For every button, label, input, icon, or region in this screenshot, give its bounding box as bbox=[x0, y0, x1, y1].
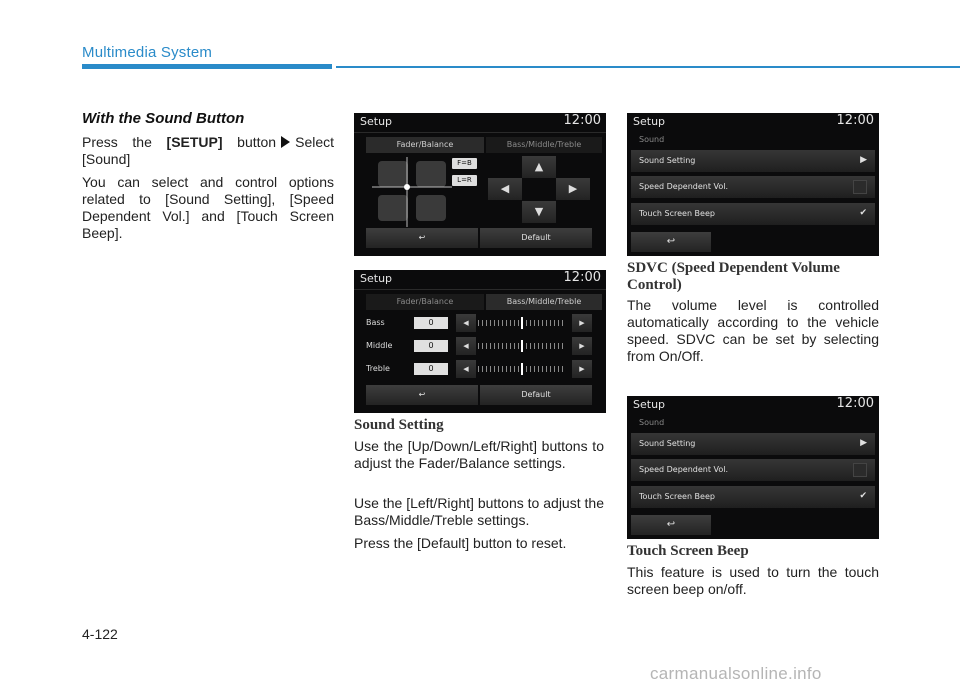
slider-tick bbox=[502, 343, 503, 349]
slider-tick bbox=[534, 366, 535, 372]
slider-tick bbox=[478, 343, 479, 349]
bass-right-button[interactable]: ▶ bbox=[572, 314, 592, 332]
slider-thumb[interactable] bbox=[521, 340, 523, 352]
slider-tick bbox=[514, 320, 515, 326]
slider-tick bbox=[482, 366, 483, 372]
slider-tick bbox=[498, 343, 499, 349]
slider-tick bbox=[558, 366, 559, 372]
eq-value-bass: 0 bbox=[414, 317, 448, 329]
slider-tick bbox=[514, 366, 515, 372]
slider-tick bbox=[494, 343, 495, 349]
intro-p1-after: Select [Sound] bbox=[82, 134, 335, 167]
middle-slider-track[interactable] bbox=[478, 340, 566, 352]
speed-vol-label: Speed Dependent Vol. bbox=[639, 465, 729, 474]
checkmark-icon: ✔ bbox=[859, 208, 867, 218]
tab-fader-balance[interactable]: Fader/Balance bbox=[366, 137, 484, 153]
slider-tick bbox=[486, 366, 487, 372]
slider-tick bbox=[554, 320, 555, 326]
slider-tick bbox=[510, 366, 511, 372]
middle-left-button[interactable]: ◀ bbox=[456, 337, 476, 355]
sdvc-heading: SDVC (Speed Dependent Volume Control) bbox=[627, 260, 840, 293]
chevron-right-icon: ▶ bbox=[860, 438, 867, 448]
watermark: carmanualsonline.info bbox=[650, 664, 822, 683]
sound-setting-paragraph-3: Press the [Default] button to reset. bbox=[354, 535, 567, 551]
setup-key-label: [SETUP] bbox=[166, 134, 223, 150]
left-button[interactable]: ◀ bbox=[488, 178, 522, 200]
play-arrow-icon bbox=[281, 136, 290, 148]
slider-tick bbox=[538, 320, 539, 326]
screen-tabs bbox=[366, 137, 602, 153]
intro-p1-before: Press the bbox=[82, 134, 152, 150]
treble-right-button[interactable]: ▶ bbox=[572, 360, 592, 378]
sound-setting-heading: Sound Setting bbox=[354, 417, 444, 433]
slider-tick bbox=[502, 366, 503, 372]
slider-tick bbox=[554, 366, 555, 372]
speed-vol-row[interactable] bbox=[631, 459, 875, 481]
page-number: 4-122 bbox=[82, 626, 118, 642]
slider-tick bbox=[538, 343, 539, 349]
sound-setting-label: Sound Setting bbox=[639, 156, 696, 165]
sound-subtitle: Sound bbox=[639, 418, 665, 427]
slider-tick bbox=[510, 343, 511, 349]
slider-tick bbox=[518, 320, 519, 326]
intro-paragraph-1 bbox=[82, 134, 334, 168]
sound-subtitle: Sound bbox=[639, 135, 665, 144]
slider-tick bbox=[490, 366, 491, 372]
slider-tick bbox=[542, 366, 543, 372]
screen-title: Setup bbox=[633, 398, 666, 411]
slider-tick bbox=[542, 343, 543, 349]
sound-setting-row[interactable] bbox=[631, 150, 875, 172]
slider-tick bbox=[526, 366, 527, 372]
screen-status-bar bbox=[627, 113, 879, 133]
slider-tick bbox=[514, 343, 515, 349]
default-button[interactable]: Default bbox=[480, 228, 592, 248]
eq-value-treble: 0 bbox=[414, 363, 448, 375]
treble-slider-track[interactable] bbox=[478, 363, 566, 375]
screen-title: Setup bbox=[633, 115, 666, 128]
eq-label-treble: Treble bbox=[366, 364, 390, 373]
treble-left-button[interactable]: ◀ bbox=[456, 360, 476, 378]
fb-chip: F=B bbox=[452, 158, 477, 169]
screen-clock: 12:00 bbox=[836, 396, 874, 411]
slider-tick bbox=[534, 320, 535, 326]
right-button[interactable]: ▶ bbox=[556, 178, 590, 200]
tab-bass-middle-treble[interactable]: Bass/Middle/Treble bbox=[486, 294, 602, 310]
screen-clock: 12:00 bbox=[836, 113, 874, 128]
slider-tick bbox=[530, 366, 531, 372]
slider-tick bbox=[486, 343, 487, 349]
screen-sound-list-beep bbox=[627, 396, 879, 539]
back-button[interactable] bbox=[631, 515, 711, 535]
back-arrow-icon: ↩ bbox=[666, 236, 676, 247]
slider-tick bbox=[546, 343, 547, 349]
lr-chip: L=R bbox=[452, 175, 477, 186]
slider-tick bbox=[506, 320, 507, 326]
slider-tick bbox=[498, 320, 499, 326]
speed-vol-row[interactable] bbox=[631, 176, 875, 198]
slider-tick bbox=[562, 320, 563, 326]
slider-tick bbox=[550, 320, 551, 326]
screen-bass-middle-treble bbox=[354, 270, 606, 413]
slider-thumb[interactable] bbox=[521, 363, 523, 375]
checkmark-icon: ✔ bbox=[859, 491, 867, 501]
slider-tick bbox=[482, 320, 483, 326]
tab-bass-middle-treble[interactable]: Bass/Middle/Treble bbox=[486, 137, 602, 153]
sdvc-paragraph: The volume level is controlled automatically according to the vehicle speed. SDVC can be set by selecting from On/Off. bbox=[627, 297, 879, 364]
touch-beep-row[interactable] bbox=[631, 486, 875, 508]
slider-tick bbox=[486, 320, 487, 326]
back-arrow-icon: ↩ bbox=[418, 233, 426, 242]
intro-p1-mid: button bbox=[237, 134, 277, 150]
screen-status-bar bbox=[354, 270, 606, 290]
speed-vol-label: Speed Dependent Vol. bbox=[639, 182, 729, 191]
slider-tick bbox=[562, 366, 563, 372]
bass-slider-track[interactable] bbox=[478, 317, 566, 329]
slider-tick bbox=[518, 343, 519, 349]
screen-tabs bbox=[366, 294, 602, 310]
section-header-title: Multimedia System bbox=[82, 44, 213, 61]
chevron-right-icon: ▶ bbox=[860, 155, 867, 165]
slider-tick bbox=[550, 343, 551, 349]
slider-tick bbox=[546, 366, 547, 372]
sound-setting-paragraph-1: Use the [Up/Down/Left/Right] buttons to adjust the Fader/Balance settings. bbox=[354, 438, 604, 471]
speed-vol-checkbox[interactable] bbox=[853, 463, 867, 477]
slider-tick bbox=[490, 320, 491, 326]
bass-left-button[interactable]: ◀ bbox=[456, 314, 476, 332]
slider-tick bbox=[558, 320, 559, 326]
intro-heading: With the Sound Button bbox=[82, 110, 245, 127]
slider-tick bbox=[518, 366, 519, 372]
touch-beep-row[interactable] bbox=[631, 203, 875, 225]
slider-tick bbox=[534, 343, 535, 349]
touch-beep-label: Touch Screen Beep bbox=[639, 209, 715, 218]
intro-column bbox=[82, 110, 334, 248]
intro-paragraph-2: You can select and control options related to [Sound Setting], [Speed Dependent Vol.] and [Touch Screen Beep]. bbox=[82, 174, 334, 241]
back-button[interactable] bbox=[366, 228, 478, 248]
screen-status-bar bbox=[627, 396, 879, 416]
slider-thumb[interactable] bbox=[521, 317, 523, 329]
slider-tick bbox=[482, 343, 483, 349]
back-arrow-icon: ↩ bbox=[666, 519, 676, 530]
header-rule-thin bbox=[336, 66, 960, 68]
screen-title: Setup bbox=[360, 115, 393, 128]
slider-tick bbox=[530, 343, 531, 349]
up-button[interactable]: ▲ bbox=[522, 156, 556, 178]
slider-tick bbox=[562, 343, 563, 349]
slider-tick bbox=[478, 366, 479, 372]
slider-tick bbox=[558, 343, 559, 349]
slider-tick bbox=[538, 366, 539, 372]
middle-right-button[interactable]: ▶ bbox=[572, 337, 592, 355]
screen-clock: 12:00 bbox=[563, 113, 601, 128]
slider-tick bbox=[506, 366, 507, 372]
slider-tick bbox=[510, 320, 511, 326]
touch-beep-label: Touch Screen Beep bbox=[639, 492, 715, 501]
car-seat-diagram bbox=[372, 157, 452, 227]
slider-tick bbox=[494, 320, 495, 326]
eq-value-middle: 0 bbox=[414, 340, 448, 352]
screen-sound-list-sdvc bbox=[627, 113, 879, 256]
slider-tick bbox=[494, 366, 495, 372]
speed-vol-checkbox[interactable] bbox=[853, 180, 867, 194]
slider-tick bbox=[542, 320, 543, 326]
back-button[interactable] bbox=[366, 385, 478, 405]
eq-label-middle: Middle bbox=[366, 341, 393, 350]
back-arrow-icon: ↩ bbox=[418, 390, 426, 399]
sound-setting-label: Sound Setting bbox=[639, 439, 696, 448]
slider-tick bbox=[554, 343, 555, 349]
slider-tick bbox=[526, 320, 527, 326]
down-button[interactable]: ▼ bbox=[522, 201, 556, 223]
screen-status-bar bbox=[354, 113, 606, 133]
eq-label-bass: Bass bbox=[366, 318, 385, 327]
tab-fader-balance[interactable]: Fader/Balance bbox=[366, 294, 484, 310]
default-button[interactable]: Default bbox=[480, 385, 592, 405]
slider-tick bbox=[550, 366, 551, 372]
slider-tick bbox=[490, 343, 491, 349]
touch-beep-paragraph: This feature is used to turn the touch screen beep on/off. bbox=[627, 564, 879, 597]
slider-tick bbox=[498, 366, 499, 372]
slider-tick bbox=[478, 320, 479, 326]
slider-tick bbox=[506, 343, 507, 349]
sound-setting-paragraph-2: Use the [Left/Right] buttons to adjust the Bass/Middle/Treble settings. bbox=[354, 495, 604, 528]
sound-setting-row[interactable] bbox=[631, 433, 875, 455]
screen-title: Setup bbox=[360, 272, 393, 285]
touch-beep-heading: Touch Screen Beep bbox=[627, 543, 749, 559]
slider-tick bbox=[546, 320, 547, 326]
screen-clock: 12:00 bbox=[563, 270, 601, 285]
header-rule-thick bbox=[82, 64, 332, 69]
slider-tick bbox=[502, 320, 503, 326]
screen-fader-balance bbox=[354, 113, 606, 256]
slider-tick bbox=[526, 343, 527, 349]
back-button[interactable] bbox=[631, 232, 711, 252]
slider-tick bbox=[530, 320, 531, 326]
